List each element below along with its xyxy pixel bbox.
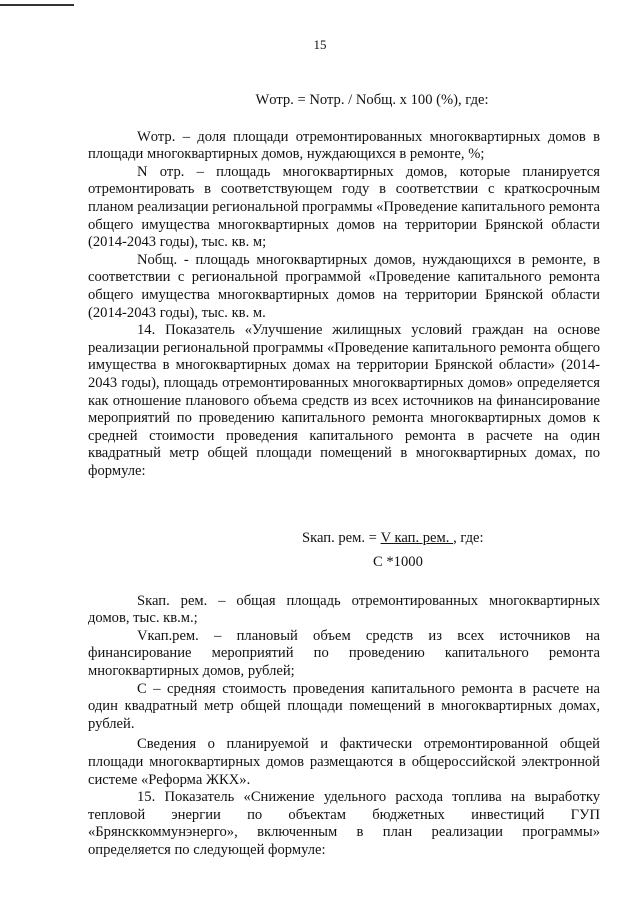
formula-s-denominator: C *1000 bbox=[373, 554, 423, 571]
paragraph-v-definition: Vкап.рем. – плановый объем средств из всех источников на финансирование мероприятий по проведению капитального ремонта многоквартирных домов, рублей; bbox=[88, 627, 600, 680]
corner-line bbox=[0, 4, 74, 6]
document-body bbox=[88, 92, 600, 860]
paragraph-w-definition: Wотр. – доля площади отремонтированных многоквартирных домов в площади многоквартирных домов, нуждающихся в ремонте, %; bbox=[88, 128, 600, 163]
formula-s-suffix: , где: bbox=[453, 530, 484, 547]
formula-s-numerator-line bbox=[88, 530, 600, 548]
paragraph-s-definition: Sкап. рем. – общая площадь отремонтированных многоквартирных домов, тыс. кв.м.; bbox=[88, 592, 600, 627]
formula-s bbox=[88, 530, 600, 571]
paragraph-reform-info: Сведения о планируемой и фактически отремонтированной общей площади многоквартирных домов размещаются в общероссийской электронной системе «Реформа ЖКХ». bbox=[88, 736, 600, 788]
page-number: 15 bbox=[313, 37, 327, 52]
paragraph-indicator-14: 14. Показатель «Улучшение жилищных условий граждан на основе реализации региональной программы «Проведение капитального ремонта общего имущества в многоквартирных домах на территории Брянской области» (2014-2043 годы), площадь отремонтированных многоквартирных домов» определяется как отношение планового объема средств из всех источников на финансирование мероприятий по проведению капитального ремонта многоквартирных домов к средней стоимости проведения капитального ремонта в расчете на один квадратный метр общей площади помещений в многоквартирных домах, по формуле: bbox=[88, 322, 600, 479]
formula-w: Wотр. = Nотр. / Nобщ. x 100 (%), где: bbox=[255, 92, 489, 108]
paragraph-c-definition: C – средняя стоимость проведения капитального ремонта в расчете на один квадратный метр общей площади помещений в многоквартирных домах, рублей. bbox=[88, 680, 600, 732]
paragraph-indicator-15: 15. Показатель «Снижение удельного расхода топлива на выработку тепловой энергии по объектам бюджетных инвестиций ГУП «Брянсккоммунэнерго», включенным в план реализации программы» определяется по следующей формуле: bbox=[88, 789, 600, 858]
paragraph-n-obsch-definition: Nобщ. - площадь многоквартирных домов, нуждающихся в ремонте, в соответствии с региональной программой «Проведение капитального ремонта общего имущества многоквартирных домов на территории Брянской области (2014-2043 годы), тыс. кв. м. bbox=[88, 251, 600, 321]
formula-s-lhs: Sкап. рем. = bbox=[302, 530, 381, 547]
formula-s-numerator: V кап. рем. bbox=[380, 530, 454, 547]
paragraph-n-otr-definition: N отр. – площадь многоквартирных домов, которые планируется отремонтировать в соответствующем году в соответствии с краткосрочным планом реализации региональной программы «Проведение капитального ремонта общего имущества многоквартирных домов на территории Брянской области (2014-2043 годы), тыс. кв. м; bbox=[88, 163, 600, 251]
